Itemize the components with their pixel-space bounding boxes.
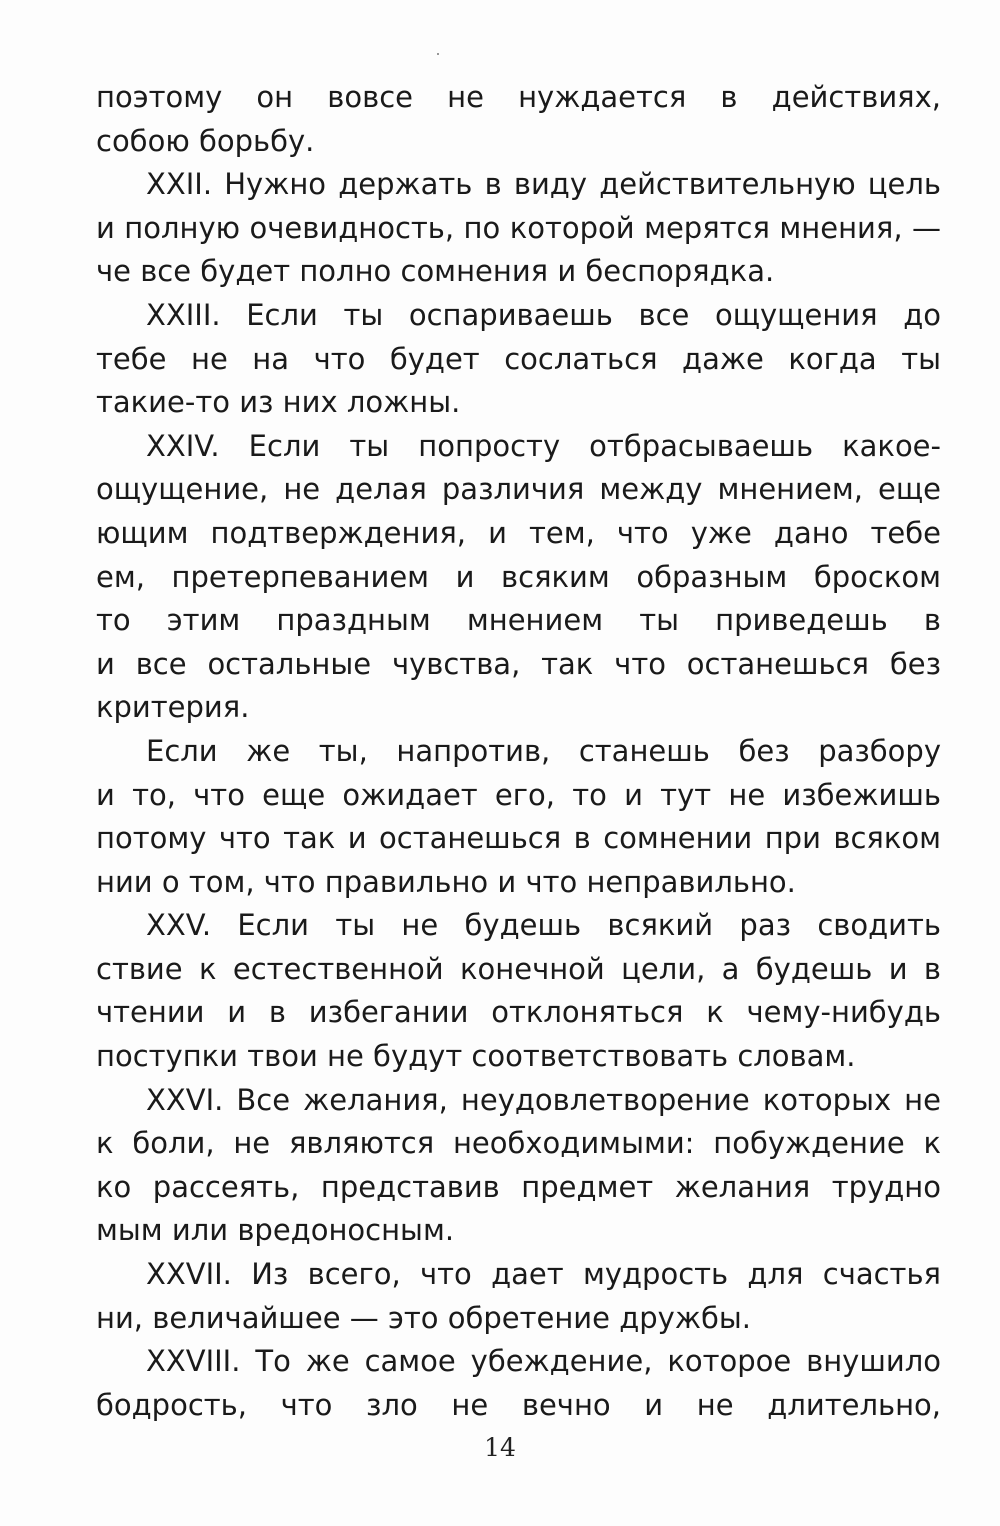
page-body-text <box>96 76 941 1427</box>
text-line: то этим праздным мнением ты приведешь в <box>96 603 941 638</box>
text-line: поэтому он вовсе не нуждается в действиях, <box>96 80 941 114</box>
text-line: мым или вредоносным. <box>96 1213 455 1248</box>
text-line: ем, претерпеванием и всяким образным броском <box>96 559 941 594</box>
page-number: 14 <box>484 1433 516 1462</box>
text-line: и то, что еще ожидает его, то и тут не избежишь <box>96 777 941 812</box>
text-line: XXVII. Из всего, что дает мудрость для счастья <box>146 1257 941 1292</box>
text-line: и полную очевидность, по которой мерятся мнения, — <box>96 210 941 245</box>
text-line: нии о том, что правильно и что неправильно. <box>96 864 796 899</box>
text-line: XXIV. Если ты попросту отбрасываешь какое- <box>146 428 941 463</box>
text-line: критерия. <box>96 690 250 725</box>
text-line: потому что так и останешься в сомнении при всяком <box>96 821 941 856</box>
text-line: такие-то из них ложны. <box>96 385 461 420</box>
text-line: ющим подтверждения, и тем, что уже дано тебе <box>96 515 941 550</box>
text-line: Если же ты, напротив, станешь без разбору <box>146 733 941 768</box>
text-line: ствие к естественной конечной цели, а будешь и в <box>96 951 941 986</box>
text-line: поступки твои не будут соответствовать словам. <box>96 1039 856 1074</box>
text-line: чтении и в избегании отклоняться к чему-нибудь <box>96 995 941 1030</box>
text-line: ни, величайшее — это обретение дружбы. <box>96 1300 751 1335</box>
text-line: XXII. Нужно держать в виду действительную цель <box>146 167 941 202</box>
text-line: XXVI. Все желания, неудовлетворение которых не <box>146 1082 941 1117</box>
text-line: собою борьбу. <box>96 123 315 158</box>
text-line: тебе не на что будет сослаться даже когда ты <box>96 341 941 376</box>
text-line: XXV. Если ты не будешь всякий раз сводить <box>146 908 941 943</box>
text-line: ощущение, не делая различия между мнением, еще <box>96 472 941 507</box>
text-line: че все будет полно сомнения и беспорядка. <box>96 254 775 289</box>
text-line: ко рассеять, представив предмет желания трудно <box>96 1169 941 1204</box>
scan-speck <box>437 53 439 55</box>
text-line: XXIII. Если ты оспариваешь все ощущения до <box>146 297 941 332</box>
text-line: и все остальные чувства, так что останешься без <box>96 646 941 681</box>
text-line: бодрость, что зло не вечно и не длительно, <box>96 1387 941 1422</box>
text-line: к боли, не являются необходимыми: побуждение к <box>96 1126 941 1161</box>
text-line: XXVIII. То же самое убеждение, которое внушило <box>146 1344 941 1379</box>
